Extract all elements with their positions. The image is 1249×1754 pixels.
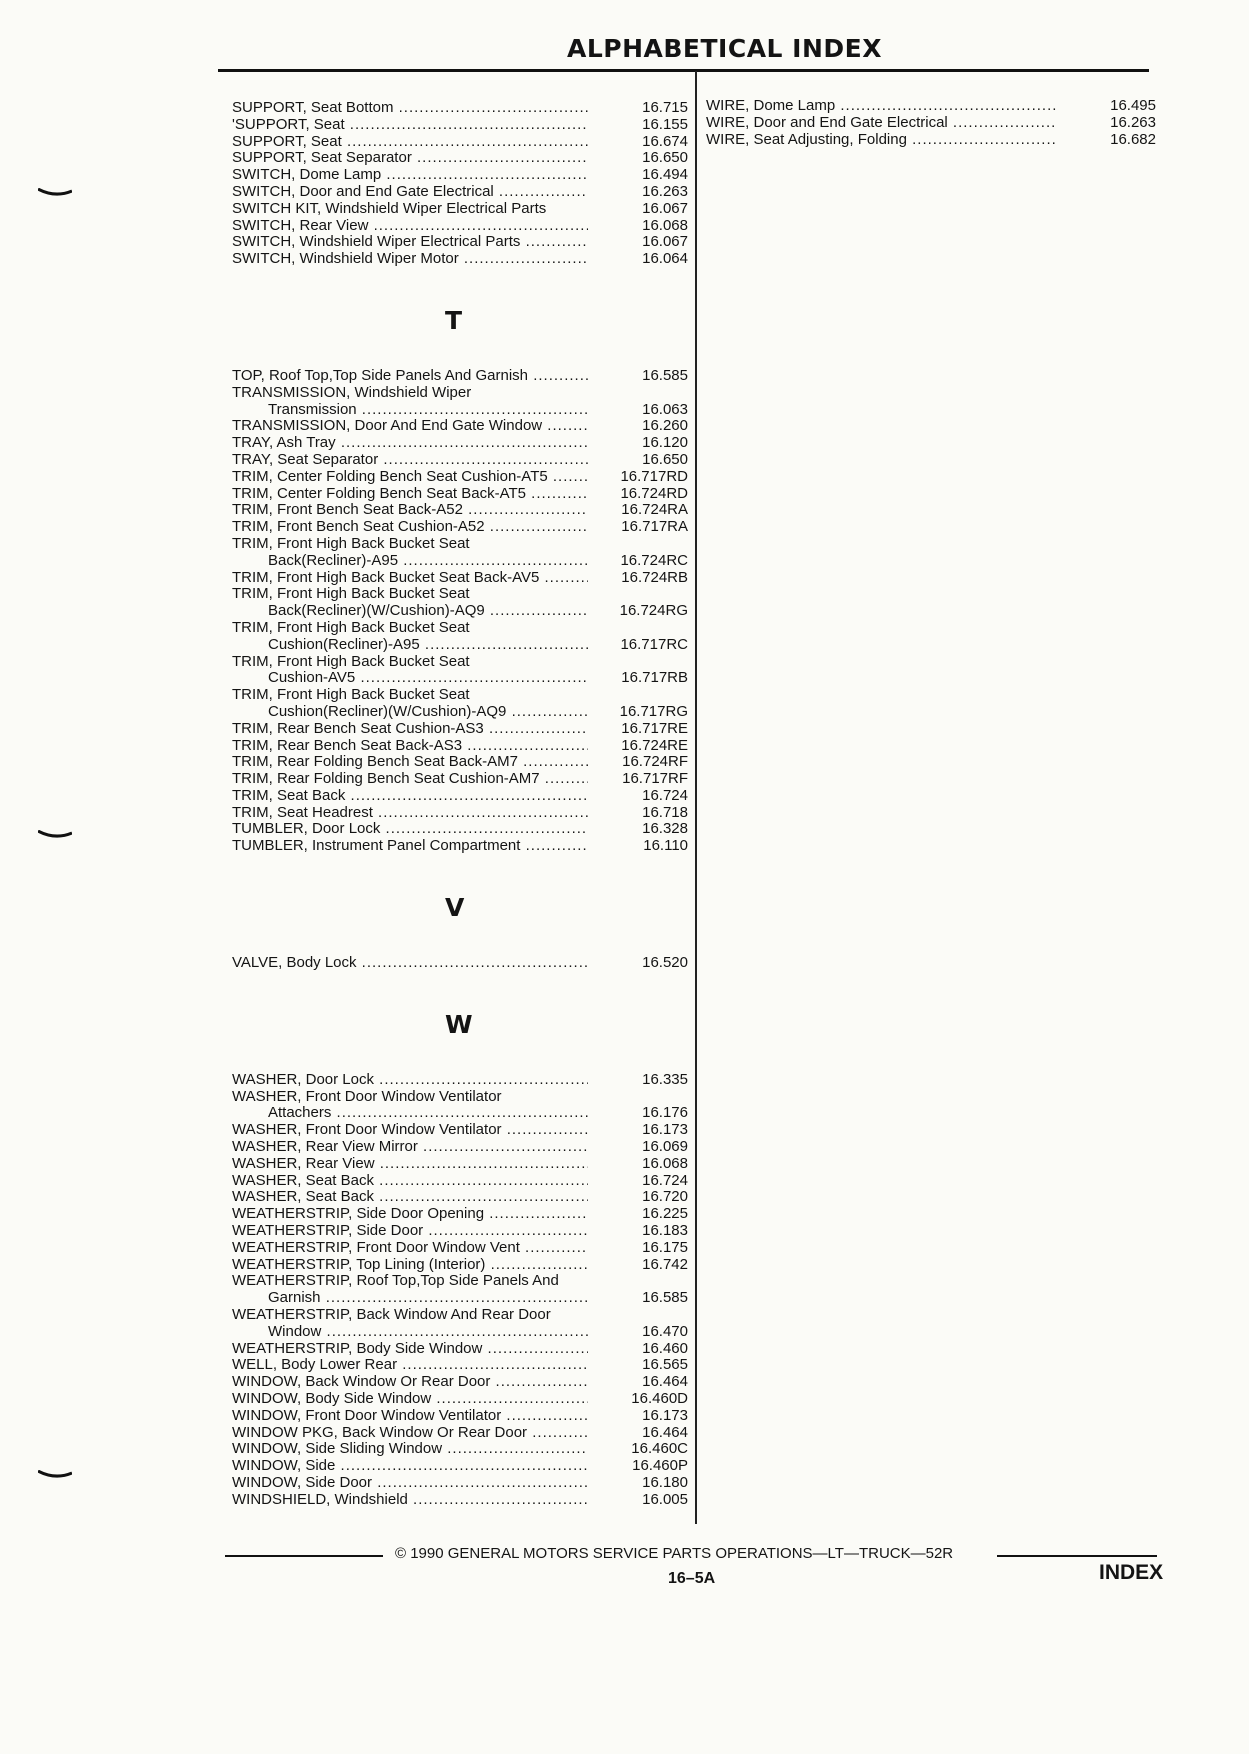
index-entry [232,150,692,167]
index-entry-page: 16.263 [1110,113,1156,131]
index-entry [232,117,692,134]
index-entry-page: 16.724RA [621,501,688,519]
binder-hole-mark [38,188,72,196]
index-entry [232,805,692,822]
index-entry-continuation: Garnish ..... [268,1290,588,1307]
page-number: 16–5A [668,1570,716,1587]
index-entry-name: SWITCH, Windshield Wiper Motor ..... [232,251,588,268]
index-entry [232,218,692,235]
index-entry-page: 16.724RB [621,568,688,586]
index-entry-page: 16.717RE [621,719,688,737]
index-entry-name: WASHER, Rear View Mirror ..... [232,1139,588,1156]
index-entry [232,1257,692,1274]
index-entry [232,771,692,788]
index-entry-name: TRIM, Center Folding Bench Seat Back-AT5 ..... [232,486,588,503]
index-entry-page: 16.717RB [621,669,688,687]
index-entry [232,1206,692,1223]
index-column-left [232,100,692,1509]
index-entry-page: 16.724RF [622,753,688,771]
index-column-right [706,98,1156,148]
index-entry-name: TRIM, Seat Headrest ..... [232,805,588,822]
index-entry-continuation: Attachers ..... [268,1105,588,1122]
index-entry-page: 16.724 [642,1171,688,1189]
index-entry-page: 16.724RG [619,602,688,620]
index-entry [706,98,1156,115]
index-entry-name: TRAY, Seat Separator ..... [232,452,588,469]
index-entry-name: WINDOW PKG, Back Window Or Rear Door ..... [232,1425,588,1442]
index-entry-page: 16.724RE [621,736,688,754]
index-entry-name: TRIM, Rear Bench Seat Cushion-AS3 ..... [232,721,588,738]
index-entry-page: 16.682 [1110,130,1156,148]
index-group-wire [706,98,1156,148]
index-entry-page: 16.173 [642,1121,688,1139]
section-heading-w: W [445,1009,473,1039]
section-heading-v: V [445,893,465,923]
index-entry [232,838,692,855]
index-entry-name: WINDOW, Side Door ..... [232,1475,588,1492]
index-entry [232,1374,692,1391]
footer-rule-right [997,1555,1157,1557]
index-entry-name: TRAY, Ash Tray ..... [232,435,588,452]
index-entry-page: 16.464 [642,1423,688,1441]
index-entry-name: TRIM, Center Folding Bench Seat Cushion-AT5 ..... [232,469,588,486]
index-entry-page: 16.742 [642,1255,688,1273]
index-entry [232,184,692,201]
index-entry-page: 16.460C [631,1440,688,1458]
index-entry [232,1072,692,1089]
index-entry-name: TRIM, Front High Back Bucket Seat [232,535,470,552]
index-entry-name: SWITCH, Door and End Gate Electrical ..... [232,184,588,201]
index-entry-name: WIRE, Dome Lamp ..... [706,98,1056,115]
index-entry-page: 16.067 [642,199,688,217]
index-entry [232,1391,692,1408]
index-entry-name: SUPPORT, Seat Bottom ..... [232,100,588,117]
index-entry-page: 16.155 [642,115,688,133]
index-entry-name: WINDOW, Side Sliding Window ..... [232,1441,588,1458]
index-entry-name: TRIM, Front High Back Bucket Seat Back-AV5 ..... [232,570,588,587]
index-group-t [232,368,692,855]
index-entry [232,1475,692,1492]
index-entry-page: 16.110 [643,837,688,855]
index-entry-page: 16.263 [642,182,688,200]
index-entry-page: 16.460 [642,1339,688,1357]
index-entry [232,620,692,654]
index-entry-name: WASHER, Door Lock ..... [232,1072,588,1089]
index-entry [232,201,692,218]
index-entry-name: VALVE, Body Lock ..... [232,955,588,972]
index-entry-page: 16.064 [642,250,688,268]
index-entry-name: WINDOW, Back Window Or Rear Door ..... [232,1374,588,1391]
index-entry [232,100,692,117]
index-entry-page: 16.650 [642,149,688,167]
index-entry [232,418,692,435]
index-entry-name: TRIM, Front High Back Bucket Seat [232,653,470,670]
index-entry [232,385,692,419]
index-entry-page: 16.674 [642,132,688,150]
index-entry-name: WEATHERSTRIP, Back Window And Rear Door [232,1307,551,1324]
index-entry-continuation: Cushion-AV5 ..... [268,670,588,687]
index-entry [232,586,692,620]
index-entry-name: WASHER, Seat Back ..... [232,1189,588,1206]
index-entry [232,1408,692,1425]
index-entry-page: 16.176 [642,1104,688,1122]
index-entry-name: SUPPORT, Seat Separator ..... [232,150,588,167]
index-entry-name: TRIM, Front High Back Bucket Seat [232,619,470,636]
index-entry-name: WASHER, Front Door Window Ventilator [232,1088,502,1105]
index-entry [232,1357,692,1374]
index-entry-page: 16.585 [642,366,688,384]
index-entry [232,754,692,771]
index-entry [232,1089,692,1123]
index-entry-continuation: Window ..... [268,1324,588,1341]
index-entry [706,115,1156,132]
index-entry [232,435,692,452]
index-entry-name: WINDSHIELD, Windshield ..... [232,1492,588,1509]
index-entry-page: 16.460P [632,1457,688,1475]
index-entry-name: WEATHERSTRIP, Front Door Window Vent ..... [232,1240,588,1257]
index-entry [232,1189,692,1206]
index-entry [232,955,692,972]
index-entry-name: 'SUPPORT, Seat ..... [232,117,588,134]
index-entry [232,687,692,721]
index-entry-name: WEATHERSTRIP, Body Side Window ..... [232,1341,588,1358]
index-entry-name: TUMBLER, Instrument Panel Compartment ..... [232,838,588,855]
index-entry-page: 16.068 [642,216,688,234]
index-entry-name: WEATHERSTRIP, Roof Top,Top Side Panels And [232,1273,559,1290]
index-entry-page: 16.067 [642,233,688,251]
section-heading-t: T [445,305,463,335]
index-entry-page: 16.069 [642,1138,688,1156]
index-entry-page: 16.717RF [622,770,688,788]
index-entry [232,234,692,251]
index-entry-name: WELL, Body Lower Rear ..... [232,1357,588,1374]
binder-hole-mark [38,1470,72,1478]
index-entry [232,368,692,385]
index-entry-name: TRIM, Front Bench Seat Cushion-A52 ..... [232,519,588,536]
index-entry-page: 16.183 [642,1222,688,1240]
index-group-w [232,1072,692,1509]
index-entry [232,1139,692,1156]
index-entry [232,654,692,688]
index-entry-page: 16.717RD [620,467,688,485]
index-entry-continuation: Cushion(Recliner)(W/Cushion)-AQ9 ..... [268,704,588,721]
index-entry-continuation: Cushion(Recliner)-A95 ..... [268,637,588,654]
index-entry-name: WEATHERSTRIP, Side Door ..... [232,1223,588,1240]
index-entry-name: WIRE, Door and End Gate Electrical ..... [706,115,1056,132]
index-entry-continuation: Back(Recliner)(W/Cushion)-AQ9 ..... [268,603,588,620]
index-entry-page: 16.464 [642,1373,688,1391]
index-entry [232,821,692,838]
index-entry-name: SUPPORT, Seat ..... [232,134,588,151]
index-entry-name: WINDOW, Side ..... [232,1458,588,1475]
index-entry-name: TRANSMISSION, Windshield Wiper [232,384,472,401]
index-entry-page: 16.335 [642,1070,688,1088]
index-entry [232,721,692,738]
index-entry-page: 16.724 [642,786,688,804]
page-title: ALPHABETICAL INDEX [566,34,883,63]
binder-hole-mark [38,830,72,838]
index-entry-page: 16.063 [642,400,688,418]
index-entry [232,167,692,184]
index-entry [232,251,692,268]
index-entry-page: 16.715 [642,99,688,116]
index-entry-name: WEATHERSTRIP, Top Lining (Interior) ..... [232,1257,588,1274]
index-entry-page: 16.225 [642,1205,688,1223]
index-entry-page: 16.460D [631,1390,688,1408]
section-label: INDEX [1099,1561,1164,1584]
column-divider [695,71,697,1524]
index-entry-name: TRIM, Seat Back ..... [232,788,588,805]
index-entry [232,1441,692,1458]
index-entry [232,1273,692,1307]
index-entry-name: SWITCH, Windshield Wiper Electrical Parts ..... [232,234,588,251]
index-entry [232,1492,692,1509]
index-entry [706,132,1156,149]
index-entry [232,570,692,587]
index-entry-page: 16.470 [642,1322,688,1340]
index-entry [232,452,692,469]
index-entry-page: 16.494 [642,166,688,184]
index-entry-continuation: Back(Recliner)-A95 ..... [268,553,588,570]
index-entry-name: WINDOW, Front Door Window Ventilator ..... [232,1408,588,1425]
index-entry [232,1240,692,1257]
index-entry [232,469,692,486]
index-group-s [232,100,692,268]
index-entry-name: TRIM, Rear Folding Bench Seat Back-AM7 ..... [232,754,588,771]
index-entry-page: 16.565 [642,1356,688,1374]
index-entry-page: 16.717RC [620,635,688,653]
index-entry [232,788,692,805]
index-entry-page: 16.650 [642,450,688,468]
index-entry-page: 16.260 [642,417,688,435]
index-entry-page: 16.717RA [621,518,688,536]
index-entry [232,1458,692,1475]
index-entry-page: 16.175 [642,1238,688,1256]
index-entry-name: WASHER, Seat Back ..... [232,1173,588,1190]
index-entry-name: SWITCH, Rear View ..... [232,218,588,235]
index-entry-name: WEATHERSTRIP, Side Door Opening ..... [232,1206,588,1223]
index-entry-name: WASHER, Front Door Window Ventilator ..... [232,1122,588,1139]
index-entry [232,536,692,570]
index-entry [232,502,692,519]
index-entry-page: 16.005 [642,1490,688,1508]
index-entry-page: 16.520 [642,954,688,972]
index-entry [232,1173,692,1190]
index-entry-name: WINDOW, Body Side Window ..... [232,1391,588,1408]
index-entry [232,1122,692,1139]
index-entry-page: 16.717RG [619,702,688,720]
index-entry [232,519,692,536]
index-entry [232,1223,692,1240]
index-entry-page: 16.585 [642,1289,688,1307]
index-entry-name: TUMBLER, Door Lock ..... [232,821,588,838]
index-entry-name: SWITCH, Dome Lamp ..... [232,167,588,184]
index-entry-page: 16.720 [642,1188,688,1206]
footer-rule-left [225,1555,383,1557]
index-entry-name: TRIM, Rear Folding Bench Seat Cushion-AM7 ..... [232,771,588,788]
index-entry-name: TRIM, Front Bench Seat Back-A52 ..... [232,502,588,519]
index-entry [232,1425,692,1442]
index-entry-name: WIRE, Seat Adjusting, Folding ..... [706,132,1056,149]
index-entry [232,1156,692,1173]
index-entry-page: 16.724RD [620,484,688,502]
footer-copyright: © 1990 GENERAL MOTORS SERVICE PARTS OPERATIONS—LT—TRUCK—52R [395,1545,954,1562]
index-entry-name: WASHER, Rear View ..... [232,1156,588,1173]
index-entry-page: 16.173 [642,1406,688,1424]
index-entry [232,738,692,755]
index-entry-page: 16.724RC [620,551,688,569]
index-entry-name: TRIM, Rear Bench Seat Back-AS3 ..... [232,738,588,755]
index-entry [232,1307,692,1341]
index-entry [232,486,692,503]
index-entry-continuation: Transmission ..... [268,402,588,419]
index-entry-page: 16.328 [642,820,688,838]
index-entry-page: 16.120 [642,434,688,452]
index-entry-page: 16.718 [642,803,688,821]
index-group-v [232,955,692,972]
index-entry-name: TOP, Roof Top,Top Side Panels And Garnish ..... [232,368,588,385]
index-entry [232,1341,692,1358]
index-entry-name: SWITCH KIT, Windshield Wiper Electrical Parts [232,200,547,217]
index-entry-page: 16.068 [642,1154,688,1172]
index-entry-name: TRIM, Front High Back Bucket Seat [232,586,470,603]
header-rule [218,69,1149,72]
index-entry-page: 16.180 [642,1474,688,1491]
index-entry-name: TRIM, Front High Back Bucket Seat [232,687,470,704]
index-entry [232,134,692,151]
index-entry-name: TRANSMISSION, Door And End Gate Window ..... [232,418,588,435]
index-entry-page: 16.495 [1110,97,1156,114]
